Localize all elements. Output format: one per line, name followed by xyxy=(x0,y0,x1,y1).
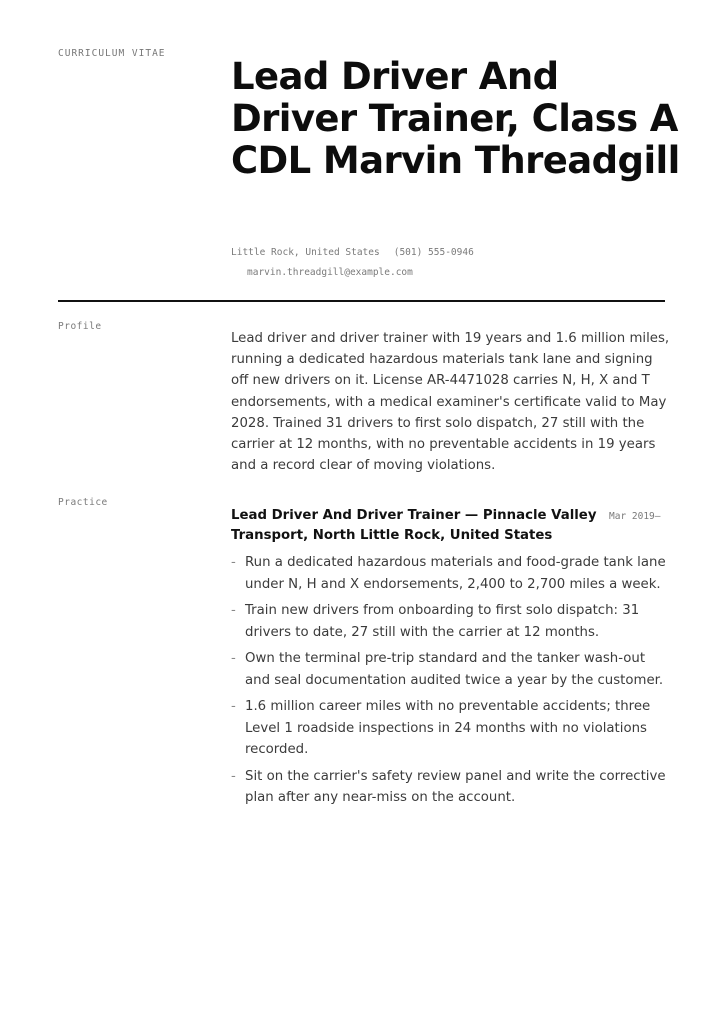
bullet-marker: - xyxy=(231,699,236,714)
list-item xyxy=(231,696,667,761)
bullet-text: Run a dedicated hazardous materials and food-grade tank lane under N, H and X endorsements, 2,400 to 2,700 miles a week. xyxy=(245,555,666,592)
bullet-marker: - xyxy=(231,603,236,618)
bullet-text: Sit on the carrier's safety review panel and write the corrective plan after any near-miss on the account. xyxy=(245,768,666,805)
role-bullet-list xyxy=(231,552,667,814)
role-date: Mar 2019– xyxy=(609,511,661,522)
bullet-text: Own the terminal pre-trip standard and the tanker wash-out and seal documentation audited twice a year by the customer. xyxy=(245,651,664,688)
practice-section-label: Practice xyxy=(58,497,108,508)
bullet-marker: - xyxy=(231,651,236,666)
bullet-marker: - xyxy=(231,555,236,570)
bullet-marker: - xyxy=(231,768,236,784)
location-text: Little Rock, United States xyxy=(231,247,380,258)
bullet-text: Train new drivers from onboarding to first solo dispatch: 31 drivers to date, 27 still with the carrier at 12 months. xyxy=(245,603,640,640)
email-link[interactable]: marvin.threadgill@example.com xyxy=(247,267,413,278)
list-item xyxy=(231,648,667,691)
list-item xyxy=(231,552,667,595)
bullet-text: 1.6 million career miles with no preventable accidents; three Level 1 roadside inspections in 24 months with no violations recorded. xyxy=(245,699,651,757)
profile-summary: Lead driver and driver trainer with 19 years and 1.6 million miles, running a dedicated hazardous materials tank lane and signing off new drivers on it. License AR-4471028 carries N, H, X and T endorsements, with a medical examiner's certificate valid to May 2028. Trained 31 drivers to first solo dispatch, 27 still with the carrier at 12 months, with no preventable accidents in 19 years and a record clear of moving violations. xyxy=(231,331,670,474)
document-eyebrow: CURRICULUM VITAE xyxy=(58,48,166,59)
contact-block xyxy=(231,243,531,283)
list-item xyxy=(231,600,667,643)
profile-section-label: Profile xyxy=(58,321,102,332)
role-title: Lead Driver And Driver Trainer — Pinnacle Valley Transport, North Little Rock, United States xyxy=(231,508,597,543)
candidate-name-title: Lead Driver And Driver Trainer, Class A CDL Marvin Threadgill xyxy=(231,55,680,182)
phone-text: (501) 555-0946 xyxy=(393,247,474,258)
list-item xyxy=(231,766,667,809)
contact-row xyxy=(231,243,531,263)
header-divider xyxy=(58,300,665,302)
